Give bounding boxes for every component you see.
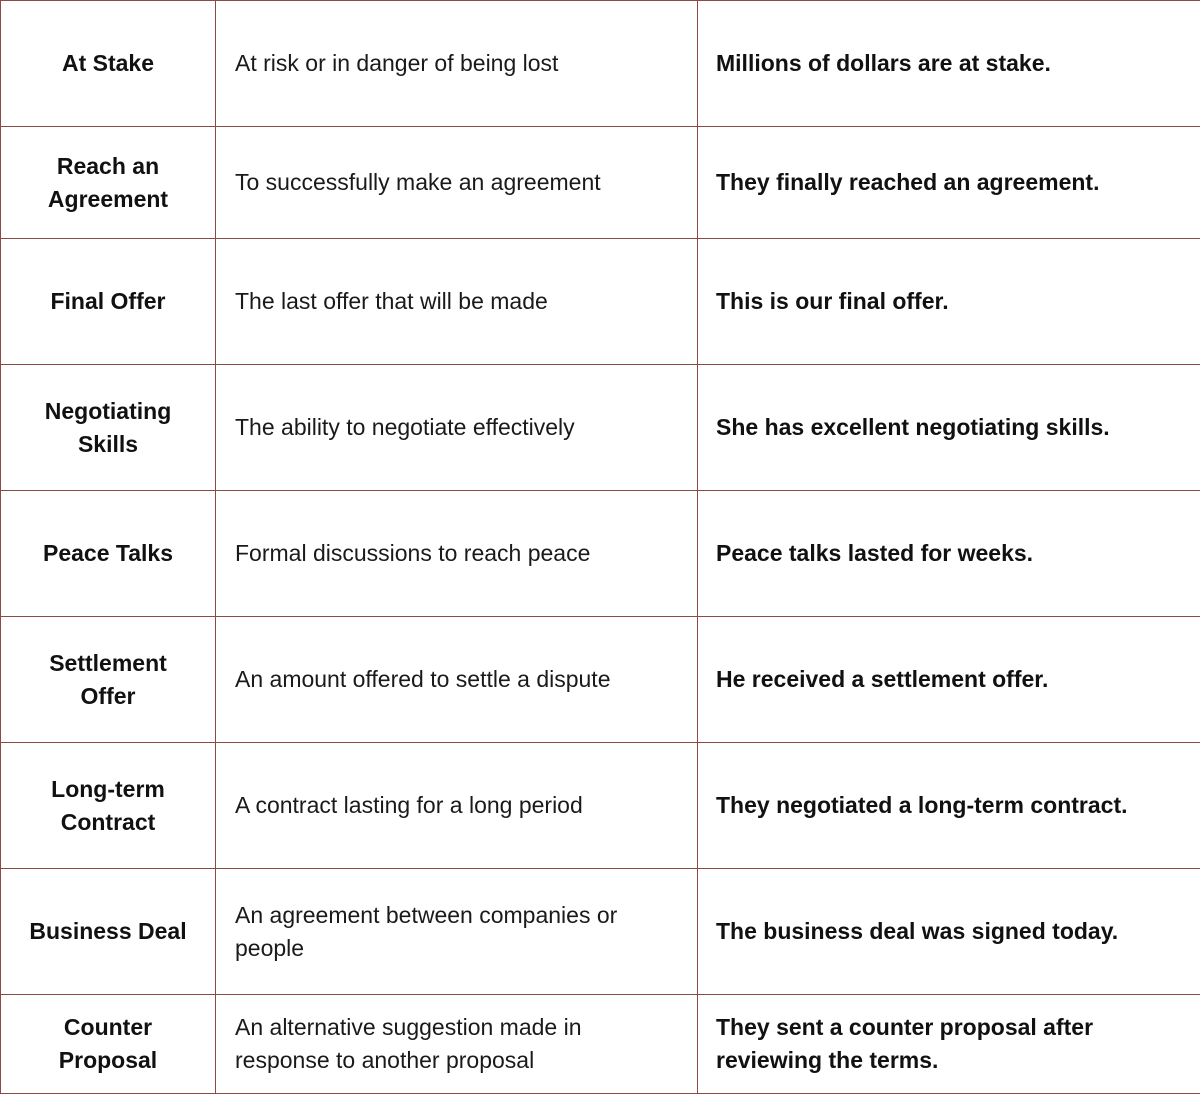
term-text: At Stake — [61, 50, 155, 76]
term-cell — [1, 995, 216, 1094]
definition-cell — [216, 743, 698, 869]
definition-text: The last offer that will be made — [235, 288, 548, 314]
example-text: She has excellent negotiating skills. — [716, 414, 1110, 440]
table-row — [1, 995, 1200, 1094]
example-text: They sent a counter proposal after reviewing the terms. — [716, 1014, 1094, 1073]
term-text: Business Deal — [29, 918, 187, 944]
table-row — [1, 869, 1200, 995]
definition-cell — [216, 617, 698, 743]
example-cell — [698, 127, 1200, 239]
table-row — [1, 1, 1200, 127]
table-row — [1, 239, 1200, 365]
definition-cell — [216, 239, 698, 365]
example-text: The business deal was signed today. — [716, 918, 1119, 944]
definition-cell — [216, 1, 698, 127]
term-cell — [1, 1, 216, 127]
example-cell — [698, 1, 1200, 127]
term-text: Counter Proposal — [58, 1014, 158, 1073]
example-cell — [698, 743, 1200, 869]
definition-text: An agreement between companies or people — [235, 901, 618, 961]
term-cell — [1, 239, 216, 365]
term-text: Long-term Contract — [51, 775, 165, 835]
definition-cell — [216, 491, 698, 617]
example-cell — [698, 365, 1200, 491]
table-row — [1, 127, 1200, 239]
definition-text: Formal discussions to reach peace — [235, 540, 591, 566]
term-cell — [1, 127, 216, 239]
example-text: They finally reached an agreement. — [716, 169, 1100, 195]
term-cell — [1, 617, 216, 743]
example-cell — [698, 995, 1200, 1094]
table-row — [1, 365, 1200, 491]
definition-cell — [216, 365, 698, 491]
term-text: Negotiating Skills — [44, 397, 172, 457]
example-text: Peace talks lasted for weeks. — [716, 540, 1034, 566]
definition-text: At risk or in danger of being lost — [235, 50, 559, 76]
definition-cell — [216, 869, 698, 995]
example-cell — [698, 869, 1200, 995]
definition-cell — [216, 995, 698, 1094]
definition-text: An alternative suggestion made in response to another proposal — [235, 1014, 582, 1073]
example-cell — [698, 491, 1200, 617]
term-text: Reach an Agreement — [47, 152, 169, 212]
example-text: This is our final offer. — [716, 288, 949, 314]
definition-text: To successfully make an agreement — [235, 169, 601, 195]
example-text: He received a settlement offer. — [716, 666, 1049, 692]
example-cell — [698, 617, 1200, 743]
term-text: Peace Talks — [42, 540, 173, 566]
example-text: Millions of dollars are at stake. — [716, 50, 1051, 76]
definition-cell — [216, 127, 698, 239]
term-text: Final Offer — [50, 288, 166, 314]
term-cell — [1, 365, 216, 491]
definition-text: The ability to negotiate effectively — [235, 414, 575, 440]
term-cell — [1, 869, 216, 995]
term-text: Settlement Offer — [49, 649, 167, 709]
table-row — [1, 491, 1200, 617]
term-cell — [1, 491, 216, 617]
definition-text: An amount offered to settle a dispute — [235, 666, 611, 692]
definition-text: A contract lasting for a long period — [235, 792, 583, 818]
term-cell — [1, 743, 216, 869]
table-row — [1, 743, 1200, 869]
table-row — [1, 617, 1200, 743]
example-text: They negotiated a long-term contract. — [716, 792, 1128, 818]
example-cell — [698, 239, 1200, 365]
